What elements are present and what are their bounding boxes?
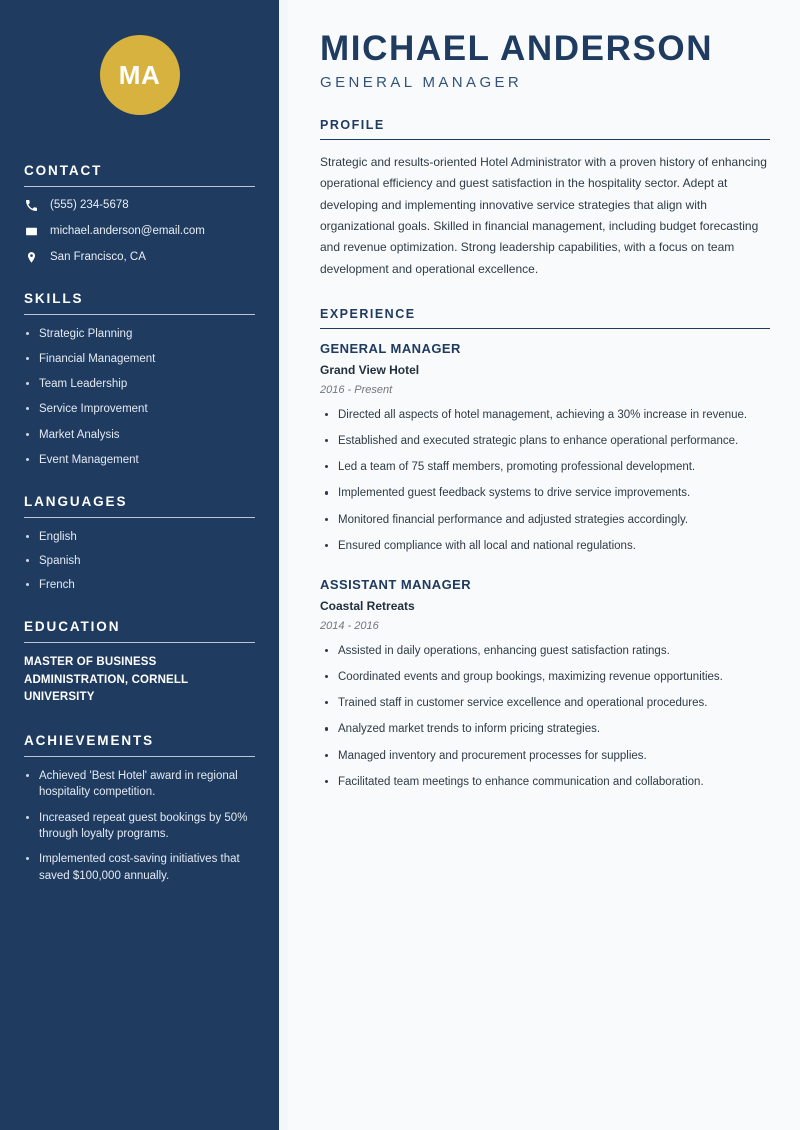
list-item: Monitored financial performance and adjusted strategies accordingly.: [320, 511, 770, 529]
contact-item-phone[interactable]: [24, 198, 255, 213]
list-item: English: [24, 529, 255, 546]
contact-divider: [24, 186, 255, 187]
experience-bullets: [320, 406, 770, 555]
contact-heading: CONTACT: [24, 163, 103, 178]
list-item: Assisted in daily operations, enhancing guest satisfaction ratings.: [320, 642, 770, 660]
experience-entry: [320, 577, 770, 791]
experience-role: GENERAL MANAGER: [320, 340, 461, 356]
job-title: GENERAL MANAGER: [320, 73, 523, 91]
list-item: Implemented guest feedback systems to drive service improvements.: [320, 484, 770, 502]
experience-company: Coastal Retreats: [320, 598, 415, 613]
contact-section: [24, 163, 255, 265]
list-item: Team Leadership: [24, 376, 255, 393]
avatar-container: [24, 0, 255, 115]
envelope-icon: [24, 224, 38, 238]
experience-role: ASSISTANT MANAGER: [320, 576, 472, 592]
list-item: Directed all aspects of hotel management, achieving a 30% increase in revenue.: [320, 406, 770, 424]
sidebar-gap: [279, 0, 288, 1130]
contact-item-email[interactable]: [24, 224, 255, 239]
list-item: Implemented cost-saving initiatives that saved $100,000 annually.: [24, 851, 255, 884]
list-item: Market Analysis: [24, 427, 255, 444]
profile-divider: [320, 139, 770, 140]
experience-heading: EXPERIENCE: [320, 306, 416, 321]
list-item: Facilitated team meetings to enhance communication and collaboration.: [320, 773, 770, 791]
education-divider: [24, 642, 255, 643]
achievements-list: [24, 768, 255, 885]
list-item: Trained staff in customer service excellence and operational procedures.: [320, 694, 770, 712]
profile-text: Strategic and results-oriented Hotel Administrator with a proven history of enhancing operational efficiency and guest satisfaction in the hospitality sector. Adept at developing and implementing innovative service strategies that align with organizational goals. Skilled in financial management, including budget forecasting and revenue optimization. Strong leadership capabilities, with a focus on team development and operational excellence.: [320, 154, 767, 276]
experience-dates: 2014 - 2016: [320, 619, 379, 632]
profile-section: [320, 118, 770, 280]
avatar: MA: [100, 35, 180, 115]
achievements-heading: ACHIEVEMENTS: [24, 732, 155, 748]
education-section: [24, 619, 255, 706]
languages-heading: LANGUAGES: [24, 494, 128, 510]
experience-entry: [320, 341, 770, 555]
experience-section: [320, 307, 770, 791]
page-title: MICHAEL ANDERSON: [320, 29, 714, 68]
skills-heading: SKILLS: [24, 290, 84, 306]
list-item: Analyzed market trends to inform pricing strategies.: [320, 720, 770, 738]
list-item: Service Improvement: [24, 401, 255, 418]
experience-divider: [320, 328, 770, 329]
list-item: Ensured compliance with all local and national regulations.: [320, 537, 770, 555]
contact-location-value: San Francisco, CA: [50, 250, 146, 263]
contact-phone-value: (555) 234-5678: [50, 199, 129, 211]
skills-section: [24, 291, 255, 469]
skills-divider: [24, 314, 255, 315]
contact-email-value: michael.anderson@email.com: [50, 224, 205, 237]
experience-company: Grand View Hotel: [320, 362, 420, 377]
list-item: Led a team of 75 staff members, promoting professional development.: [320, 458, 770, 476]
list-item: Achieved 'Best Hotel' award in regional hospitality competition.: [24, 768, 255, 801]
skills-list: [24, 326, 255, 469]
profile-heading: PROFILE: [320, 117, 385, 132]
achievements-section: [24, 733, 255, 885]
languages-divider: [24, 517, 255, 518]
experience-bullets: [320, 642, 770, 791]
main-content: [288, 0, 800, 1130]
list-item: Established and executed strategic plans to enhance operational performance.: [320, 432, 770, 450]
resume-header: [320, 30, 770, 91]
list-item: Financial Management: [24, 351, 255, 368]
languages-section: [24, 494, 255, 593]
list-item: Event Management: [24, 452, 255, 469]
contact-item-location[interactable]: [24, 250, 255, 265]
list-item: Strategic Planning: [24, 326, 255, 343]
education-heading: EDUCATION: [24, 619, 121, 635]
sidebar: [0, 0, 279, 1130]
list-item: French: [24, 577, 255, 594]
experience-dates: 2016 - Present: [320, 383, 393, 396]
list-item: Increased repeat guest bookings by 50% through loyalty programs.: [24, 810, 255, 843]
phone-icon: [24, 198, 38, 212]
location-pin-icon: [24, 250, 38, 264]
achievements-divider: [24, 756, 255, 757]
list-item: Managed inventory and procurement processes for supplies.: [320, 747, 770, 765]
languages-list: [24, 529, 255, 593]
education-degree: MASTER OF BUSINESS ADMINISTRATION, CORNELL UNIVERSITY: [24, 656, 189, 704]
list-item: Coordinated events and group bookings, maximizing revenue opportunities.: [320, 668, 770, 686]
list-item: Spanish: [24, 553, 255, 570]
